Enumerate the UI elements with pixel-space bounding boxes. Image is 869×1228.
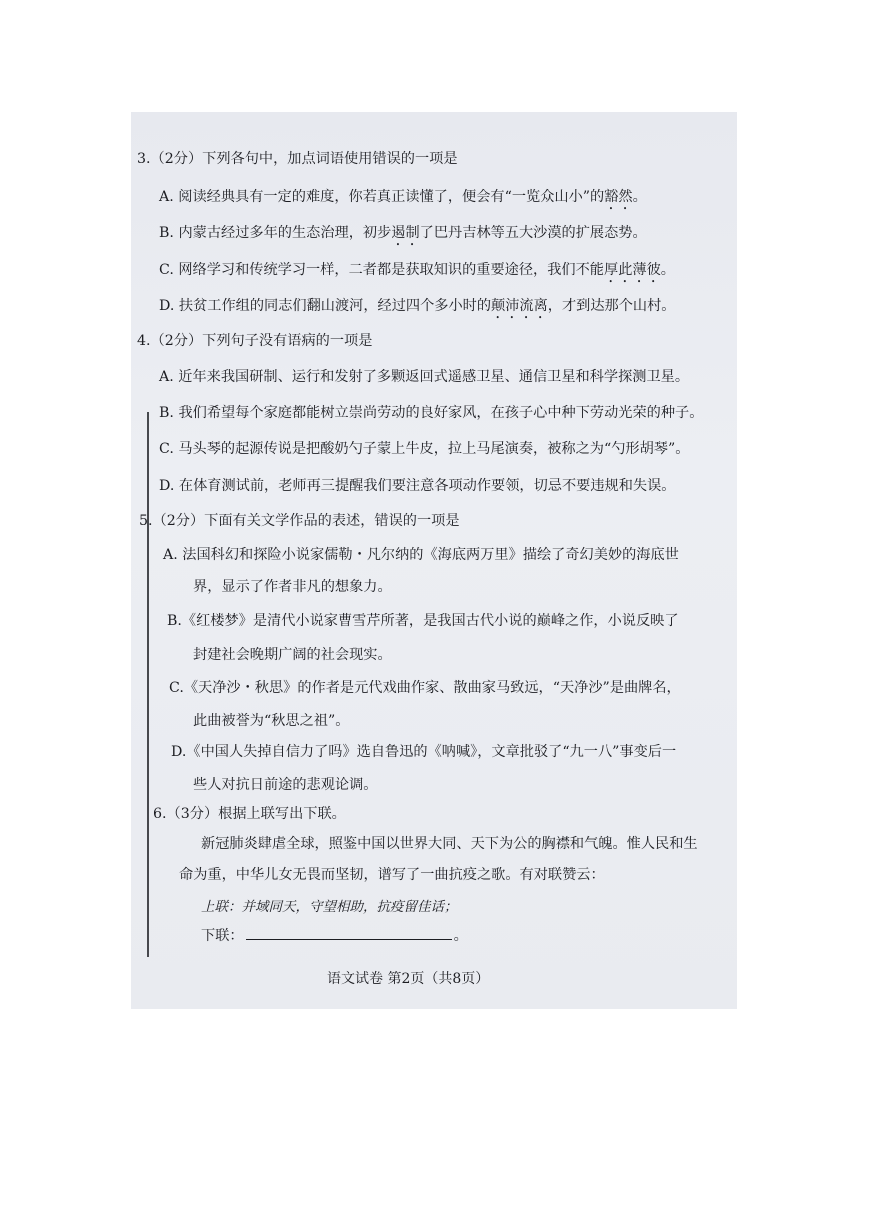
q6-stem: 6.（3分）根据上联写出下联。 [153, 806, 346, 822]
q3-option-d [159, 297, 675, 322]
q4-option-d: D. 在体育测试前，老师再三提醒我们要注意各项动作要领，切忌不要违规和失误。 [159, 478, 676, 494]
q5-option-d-line2: 些人对抗日前途的悲观论调。 [193, 777, 378, 793]
q4-option-b: B. 我们希望每个家庭都能树立崇尚劳动的良好家风，在孩子心中种下劳动光荣的种子。 [159, 405, 704, 421]
q6-lower-label: 下联： [201, 928, 244, 944]
q3-option-c [159, 261, 675, 286]
q5-option-b-line2: 封建社会晚期广阔的社会现实。 [193, 647, 392, 663]
q5-stem: 5.（2分）下面有关文学作品的表述，错误的一项是 [139, 513, 460, 529]
q4-stem: 4.（2分）下列句子没有语病的一项是 [137, 333, 373, 349]
q6-lower-couplet [201, 927, 468, 945]
q5-option-a-line1: A. 法国科幻和探险小说家儒勒・凡尔纳的《海底两万里》描绘了奇幻美妙的海底世 [163, 547, 679, 563]
q3-b-text: B. 内蒙古经过多年的生态治理，初步 [159, 225, 392, 241]
q3-c-text: C. 网络学习和传统学习一样，二者都是获取知识的重要途径，我们不能 [159, 262, 604, 278]
q5-option-b-line1: B.《红楼梦》是清代小说家曹雪芹所著，是我国古代小说的巅峰之作，小说反映了 [167, 613, 679, 629]
q5-option-d-line1: D.《中国人失掉自信力了吗》选自鲁迅的《呐喊》，文章批驳了“九一八”事变后一 [171, 744, 677, 760]
q3-a-dotted-word: 豁然 [604, 189, 633, 205]
q3-d-end: ，才到达那个山村。 [547, 298, 676, 314]
q3-option-b [159, 224, 647, 249]
q3-c-end: 。 [660, 262, 675, 278]
q3-b-dotted-word: 遏制 [391, 225, 420, 241]
q5-option-c-line2: 此曲被誉为“秋思之祖”。 [193, 713, 350, 729]
q6-passage-line1: 新冠肺炎肆虐全球，照鉴中国以世界大同、天下为公的胸襟和气魄。惟人民和生 [201, 836, 698, 852]
q4-option-c: C. 马头琴的起源传说是把酸奶勺子蒙上牛皮，拉上马尾演奏，被称之为“勺形胡琴”。 [159, 441, 690, 457]
q3-a-end: 。 [632, 189, 647, 205]
q3-stem: 3.（2分）下列各句中，加点词语使用错误的一项是 [137, 151, 458, 167]
q3-b-end: 了巴丹吉林等五大沙漠的扩展态势。 [419, 225, 647, 241]
page-footer: 语文试卷 第2页（共8页） [327, 971, 490, 987]
q3-a-text: A. 阅读经典具有一定的难度，你若真正读懂了，便会有“一览众山小”的 [159, 189, 605, 205]
q4-option-a: A. 近年来我国研制、运行和发射了多颗返回式遥感卫星、通信卫星和科学探测卫星。 [159, 369, 690, 385]
q3-d-text: D. 扶贫工作组的同志们翻山渡河，经过四个多小时的 [159, 298, 492, 314]
q6-passage-line2: 命为重，中华儿女无畏而坚韧，谱写了一曲抗疫之歌。有对联赞云： [179, 867, 605, 883]
q6-lower-end: 。 [453, 928, 468, 944]
q5-option-a-line2: 界，显示了作者非凡的想象力。 [193, 579, 392, 595]
q6-upper-couplet: 上联：并域同天，守望相助，抗疫留佳话； [201, 899, 458, 915]
exam-page-photo [131, 112, 737, 1009]
answer-blank-line [246, 939, 452, 940]
q5-option-c-line1: C.《天净沙・秋思》的作者是元代戏曲作家、散曲家马致远，“天净沙”是曲牌名， [169, 680, 681, 696]
margin-line [147, 412, 149, 957]
q3-c-dotted-word: 厚此薄彼 [604, 262, 661, 278]
q3-option-a [159, 188, 647, 213]
q3-d-dotted-word: 颠沛流离 [491, 298, 548, 314]
